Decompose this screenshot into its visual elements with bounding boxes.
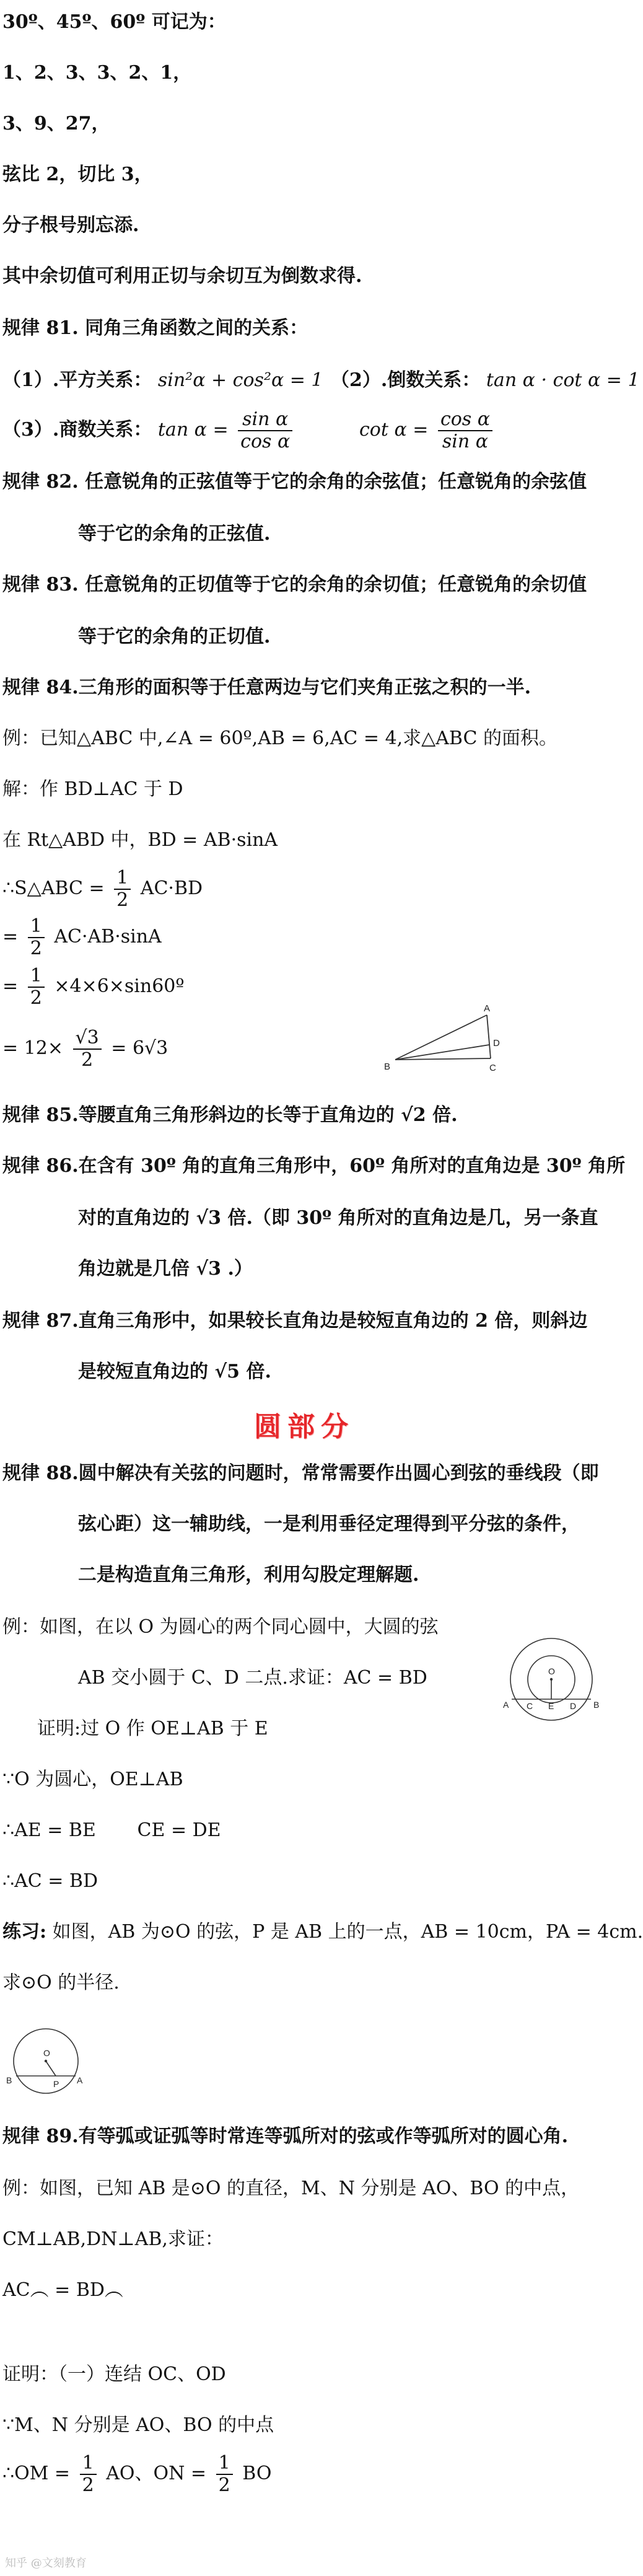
solution-6-denominator: 2	[81, 1049, 94, 1071]
proof-3-numerator-1: 1	[80, 2453, 97, 2476]
rule-82-line-1: 规律 82. 任意锐角的正弦值等于它的余角的余弦值；任意锐角的余弦值	[2, 471, 587, 493]
label-a: A	[503, 1700, 509, 1710]
label-o: O	[43, 2048, 50, 2058]
rule-88-example-2: AB 交小圆于 C、D 二点.求证：AC = BD	[78, 1667, 427, 1689]
tan-denominator: cos α	[240, 431, 291, 452]
circle-chord-figure	[5, 2026, 85, 2101]
solution-4-suffix: AC·AB·sinA	[54, 926, 162, 947]
cot-numerator: cos α	[438, 409, 492, 432]
rule-89-proof-2: ∵M、N 分别是 AO、BO 的中点	[2, 2414, 274, 2436]
practice-label: 练习:	[2, 1921, 47, 1943]
line-mnemonic-5: 分子根号别忘添.	[2, 214, 139, 236]
rule-89-proof-1: 证明：（一）连结 OC、OD	[2, 2363, 226, 2385]
solution-5-fraction	[28, 965, 45, 1009]
proof-3-numerator-2: 1	[216, 2453, 233, 2476]
rule-88-practice-2: 求⊙O 的半径.	[2, 1972, 120, 1994]
side-ac	[487, 1015, 491, 1058]
quotient-relation-label: （3）.商数关系：	[2, 419, 152, 441]
label-c: C	[489, 1063, 496, 1073]
rule-82-line-2: 等于它的余角的正弦值.	[78, 523, 271, 545]
rule-88-line-2: 弦心距）这一辅助线，一是利用垂径定理得到平分弦的条件，	[78, 1513, 580, 1535]
rule-89-example-1: 例：如图，已知 AB 是⊙O 的直径，M、N 分别是 AO、BO 的中点，	[2, 2178, 580, 2199]
line-mnemonic-2: 1、2、3、3、2、1，	[2, 62, 192, 84]
solution-5-suffix: ×4×6×sin60º	[54, 975, 185, 997]
rule-88-proof-2: ∵O 为圆心，OE⊥AB	[2, 1769, 183, 1790]
label-b: B	[384, 1062, 391, 1072]
rule-86-line-3: 角边就是几倍 √3 .）	[78, 1258, 253, 1280]
label-e: E	[548, 1701, 554, 1711]
proof-3-suffix: BO	[242, 2463, 272, 2484]
rule-84-solution-2: 在 Rt△ABD 中，BD = AB·sinA	[2, 829, 278, 851]
rule-84-example: 例：已知△ABC 中,∠A = 60º,AB = 6,AC = 4,求△ABC 的面积。	[2, 728, 558, 749]
proof-3-denominator-1: 2	[82, 2474, 94, 2496]
line-mnemonic-3: 3、9、27，	[2, 113, 110, 134]
practice-text: 如图，AB 为⊙O 的弦，P 是 AB 上的一点，AB = 10cm，PA = 4cm.	[52, 1921, 643, 1943]
side-bc	[395, 1058, 491, 1060]
rule-88-line-1: 规律 88.圆中解决有关弦的问题时，常常需要作出圆心到弦的垂线段（即	[2, 1462, 599, 1484]
segment-op	[46, 2061, 56, 2076]
proof-3-fraction-1	[80, 2453, 97, 2497]
solution-4-denominator: 2	[30, 938, 42, 959]
solution-6-prefix: = 12×	[2, 1037, 63, 1059]
reciprocal-relation-label: （2）.倒数关系：	[331, 369, 481, 391]
square-relation-label: （1）.平方关系：	[2, 369, 152, 391]
rule-81-reciprocal-relation	[331, 367, 640, 394]
rule-81-heading: 规律 81. 同角三角函数之间的关系：	[2, 317, 308, 339]
solution-3-suffix: AC·BD	[140, 877, 203, 899]
label-d: D	[493, 1038, 500, 1048]
rule-81-quotient-relation	[2, 405, 296, 455]
rule-84-solution-5	[2, 963, 185, 1010]
solution-5-prefix: =	[2, 975, 19, 997]
rule-84-solution-1: 解：作 BD⊥AC 于 D	[2, 778, 183, 800]
label-c: C	[527, 1701, 533, 1711]
solution-4-prefix: =	[2, 926, 19, 947]
cot-lhs: cot α =	[359, 419, 429, 441]
rule-89-example-2: CM⊥AB,DN⊥AB,求证：	[2, 2228, 224, 2250]
rule-88-line-3: 二是构造直角三角形，利用勾股定理解题.	[78, 1564, 419, 1586]
label-p: P	[53, 2079, 59, 2089]
label-a: A	[484, 1003, 491, 1014]
rule-87-line-2: 是较短直角边的 √5 倍.	[78, 1361, 271, 1383]
tan-lhs: tan α =	[157, 419, 229, 441]
triangle-abc-figure	[383, 998, 501, 1078]
label-o: O	[548, 1666, 555, 1676]
label-b: B	[593, 1700, 600, 1710]
rule-87-line-1: 规律 87.直角三角形中，如果较长直角边是较短直角边的 2 倍，则斜边	[2, 1310, 588, 1332]
rule-89-example-3: AC︵ = BD︵	[2, 2279, 123, 2301]
center-point	[45, 2060, 47, 2062]
rule-85: 规律 85.等腰直角三角形斜边的长等于直角边的 √2 倍.	[2, 1104, 458, 1126]
rule-86-line-1: 规律 86.在含有 30º 角的直角三角形中，60º 角所对的直角边是 30º 角所	[2, 1155, 626, 1177]
rule-84-solution-6	[2, 1024, 168, 1073]
proof-3-fraction-2	[216, 2453, 233, 2497]
rule-88-practice	[2, 1919, 643, 1946]
rule-89-proof-3	[2, 2449, 271, 2499]
solution-5-numerator: 1	[28, 965, 45, 988]
rule-88-example-1: 例：如图，在以 O 为圆心的两个同心圆中，大圆的弦	[2, 1616, 439, 1638]
rule-86-line-2: 对的直角边的 √3 倍.（即 30º 角所对的直角边是几，另一条直	[78, 1207, 598, 1229]
rule-81-square-relation	[2, 367, 323, 394]
solution-3-numerator: 1	[114, 868, 131, 890]
solution-3-fraction	[114, 868, 131, 912]
line-mnemonic-6: 其中余切值可利用正切与余切互为倒数求得.	[2, 265, 362, 287]
center-point	[550, 1678, 553, 1681]
proof-3-middle: AO、ON =	[106, 2463, 207, 2484]
label-a: A	[77, 2075, 83, 2085]
solution-3-prefix: ∴S△ABC =	[2, 877, 105, 899]
label-d: D	[570, 1701, 577, 1711]
rule-88-proof-4: ∴AC = BD	[2, 1870, 98, 1892]
solution-6-suffix: = 6√3	[111, 1037, 168, 1059]
tan-numerator: sin α	[238, 409, 292, 432]
proof-3-denominator-2: 2	[218, 2474, 230, 2496]
label-b: B	[6, 2075, 12, 2085]
reciprocal-relation-formula: tan α · cot α = 1	[486, 369, 640, 391]
rule-84-solution-4	[2, 913, 162, 961]
rule-88-proof-1: 证明:过 O 作 OE⊥AB 于 E	[37, 1718, 268, 1739]
line-mnemonic-1: 30º、45º、60º 可记为：	[2, 11, 226, 33]
line-mnemonic-4: 弦比 2，切比 3，	[2, 164, 153, 185]
proof-3-prefix: ∴OM =	[2, 2463, 71, 2484]
solution-4-fraction	[28, 916, 45, 960]
rule-89-heading: 规律 89.有等弧或证弧等时常连等弧所对的弦或作等弧所对的圆心角.	[2, 2125, 569, 2147]
cot-denominator: sin α	[442, 431, 489, 452]
rule-81-cot-relation	[359, 405, 496, 455]
square-relation-formula: sin²α + cos²α = 1	[157, 369, 323, 391]
solution-5-denominator: 2	[30, 987, 42, 1009]
rule-83-line-1: 规律 83. 任意锐角的正切值等于它的余角的余切值；任意锐角的余切值	[2, 574, 587, 596]
watermark: 知乎 @文刻教育	[5, 2557, 87, 2570]
rule-84-heading: 规律 84.三角形的面积等于任意两边与它们夹角正弦之积的一半.	[2, 677, 531, 698]
tan-fraction	[238, 409, 292, 453]
cot-fraction	[438, 409, 492, 453]
rule-84-solution-3	[2, 865, 203, 912]
concentric-circles-figure	[501, 1638, 607, 1726]
rule-88-proof-3: ∴AE = BE CE = DE	[2, 1819, 221, 1841]
section-title-circle: 圆部分	[254, 1411, 354, 1443]
solution-4-numerator: 1	[28, 916, 45, 939]
solution-6-numerator: √3	[73, 1027, 102, 1050]
solution-3-denominator: 2	[116, 889, 129, 911]
rule-83-line-2: 等于它的余角的正切值.	[78, 626, 271, 648]
solution-6-fraction	[73, 1027, 102, 1071]
